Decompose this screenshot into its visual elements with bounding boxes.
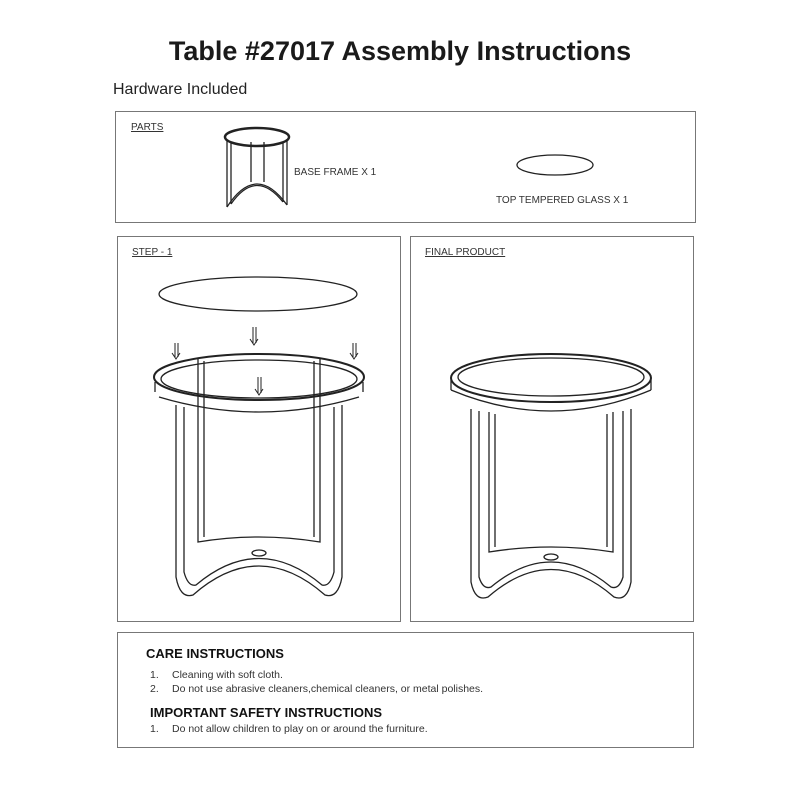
step1-panel <box>117 236 401 622</box>
final-product-label: FINAL PRODUCT <box>425 247 506 258</box>
safety-item-text: Do not allow children to play on or around the furniture. <box>172 723 428 735</box>
care-instructions-panel <box>117 632 694 748</box>
base-frame-label: BASE FRAME X 1 <box>294 167 377 178</box>
care-item <box>150 683 483 695</box>
glass-top-illustration <box>116 112 697 224</box>
step1-label: STEP - 1 <box>132 247 173 258</box>
final-product-panel <box>410 236 694 622</box>
glass-top-label: TOP TEMPERED GLASS X 1 <box>496 195 629 206</box>
safety-item-number: 1. <box>150 723 159 735</box>
care-item-text: Do not use abrasive cleaners,chemical cleaners, or metal polishes. <box>172 683 484 695</box>
care-item-text: Cleaning with soft cloth. <box>172 669 283 681</box>
care-item-number: 2. <box>150 683 159 695</box>
care-heading: CARE INSTRUCTIONS <box>146 646 284 661</box>
page-title: Table #27017 Assembly Instructions <box>168 36 632 66</box>
step1-illustration <box>118 237 402 623</box>
parts-panel <box>115 111 696 223</box>
section-subtitle: Hardware Included <box>113 81 248 98</box>
safety-item <box>150 723 428 735</box>
final-product-illustration <box>411 237 695 623</box>
parts-label: PARTS <box>131 122 164 133</box>
safety-heading: IMPORTANT SAFETY INSTRUCTIONS <box>150 705 383 720</box>
care-item <box>150 669 283 681</box>
care-item-number: 1. <box>150 669 159 681</box>
